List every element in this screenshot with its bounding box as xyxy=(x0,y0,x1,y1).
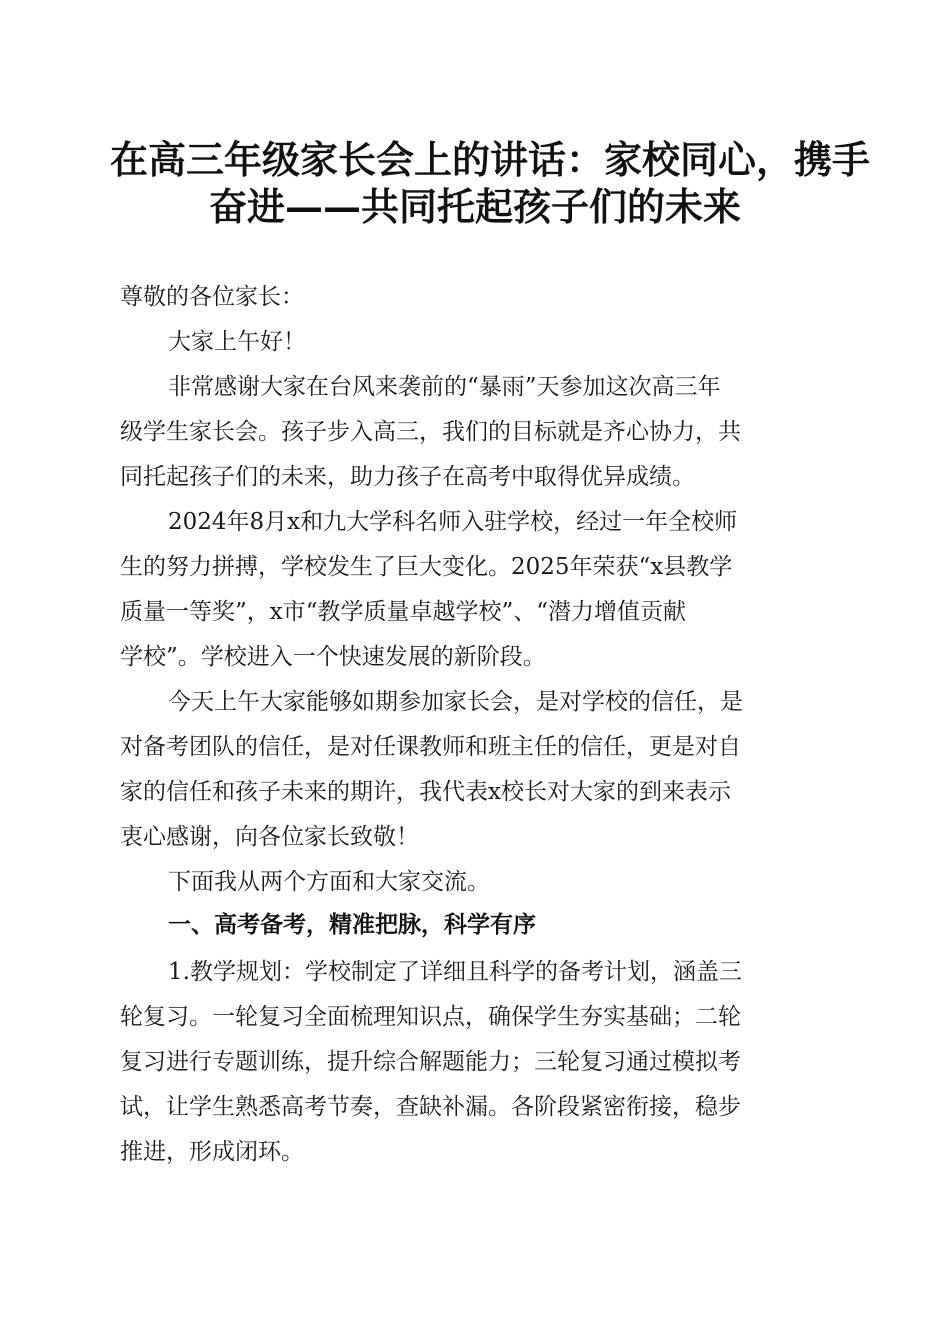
paragraph-line: 1.教学规划：学校制定了详细且科学的备考计划，涵盖三 xyxy=(168,959,742,985)
paragraph-line: 家的信任和孩子未来的期许，我代表x校长对大家的到来表示 xyxy=(120,779,731,805)
paragraph-line: 衷心感谢，向各位家长致敬！ xyxy=(120,824,419,850)
document-title-line-1: 在高三年级家长会上的讲话：家校同心，携手 xyxy=(110,137,871,182)
paragraph-line: 试，让学生熟悉高考节奏，查缺补漏。各阶段紧密衔接，稳步 xyxy=(120,1094,741,1120)
paragraph-line: 对备考团队的信任，是对任课教师和班主任的信任，更是对自 xyxy=(120,734,741,760)
paragraph-line: 轮复习。一轮复习全面梳理知识点，确保学生夯实基础；二轮 xyxy=(120,1004,741,1030)
paragraph-line: 2024年8月x和九大学科名师入驻学校，经过一年全校师 xyxy=(168,509,738,535)
paragraph-line: 推进，形成闭环。 xyxy=(120,1139,304,1165)
paragraph-line: 非常感谢大家在台风来袭前的“暴雨”天参加这次高三年 xyxy=(168,374,721,400)
paragraph-line: 质量一等奖”，x市“教学质量卓越学校”、“潜力增值贡献 xyxy=(120,599,687,625)
greeting: 大家上午好！ xyxy=(168,329,306,355)
salutation: 尊敬的各位家长： xyxy=(120,284,304,310)
paragraph-line: 生的努力拼搏，学校发生了巨大变化。2025年荣获“x县教学 xyxy=(120,554,733,580)
paragraph-line: 今天上午大家能够如期参加家长会，是对学校的信任，是 xyxy=(168,689,743,715)
paragraph-line: 级学生家长会。孩子步入高三，我们的目标就是齐心协力，共 xyxy=(120,419,741,445)
document-title-line-2: 奋进——共同托起孩子们的未来 xyxy=(208,184,741,229)
section-heading: 一、高考备考，精准把脉，科学有序 xyxy=(168,912,536,938)
paragraph-line: 学校”。学校进入一个快速发展的新阶段。 xyxy=(120,644,546,670)
paragraph-line: 同托起孩子们的未来，助力孩子在高考中取得优异成绩。 xyxy=(120,464,695,490)
paragraph-line: 下面我从两个方面和大家交流。 xyxy=(168,869,490,895)
paragraph-line: 复习进行专题训练，提升综合解题能力；三轮复习通过模拟考 xyxy=(120,1049,741,1075)
